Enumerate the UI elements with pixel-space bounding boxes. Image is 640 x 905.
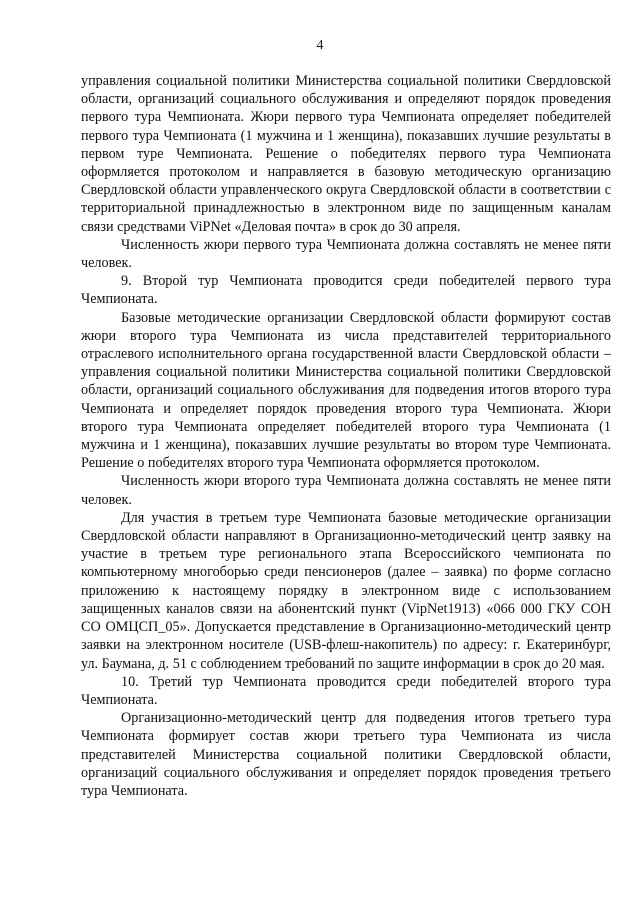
paragraph-6: Для участия в третьем туре Чемпионата базовые методические организации Свердловской области направляют в Организационно-методический центр заявку на участие в третьем туре регионального этапа Всероссийского чемпионата по компьютерному многоборью среди пенсионеров (далее – заявка) по форме согласно приложению к настоящему порядку в электронном виде с использованием защищенных каналов связи на абонентский пункт (VipNet1913) «066 000 ГКУ СОН СО ОМЦСП_05». Допускается представление в Организационно-методический центр заявки на электронном носителе (USB-флеш-накопитель) по адресу: г. Екатеринбург, ул. Баумана, д. 51 с соблюдением требований по защите информации в срок до 20 мая. [81,509,611,672]
paragraph-2: Численность жюри первого тура Чемпионата должна составлять не менее пяти человек. [81,236,611,272]
page-number: 4 [316,38,324,53]
paragraph-3: 9. Второй тур Чемпионата проводится среди победителей первого тура Чемпионата. [81,273,611,308]
paragraph-7: 10. Третий тур Чемпионата проводится среди победителей второго тура Чемпионата. [81,673,611,708]
paragraph-1: управления социальной политики Министерства социальной политики Свердловской области, организаций социального обслуживания и определяют порядок проведения первого тура Чемпионата. Жюри первого тура Чемпионата определяет победителей первого тура Чемпионата (1 мужчина и 1 женщина), показавших лучшие результаты в первом туре Чемпионата. Решение о победителях первого тура Чемпионата оформляется протоколом и направляется в базовую методическую организацию Свердловской области управленческого округа Свердловской области в соответствии с территориальной принадлежностью в электронном виде по защищенным каналам связи средствами ViPNet «Деловая почта» в срок до 30 апреля. [81,73,611,235]
paragraph-4: Базовые методические организации Свердловской области формируют состав жюри второго тура Чемпионата из числа представителей территориального отраслевого исполнительного органа государственной власти Свердловской области – управления социальной политики Министерства социальной политики Свердловской области, организаций социального обслуживания для подведения итогов второго тура Чемпионата и определяет порядок проведения второго тура Чемпионата. Жюри второго тура Чемпионата определяет победителей второго тура Чемпионата (1 мужчина и 1 женщина), показавших лучшие результаты во втором туре Чемпионата. Решение о победителях второго тура Чемпионата оформляется протоколом. [81,309,611,472]
paragraph-5: Численность жюри второго тура Чемпионата должна составлять не менее пяти человек. [81,473,611,508]
document-body [81,72,611,800]
paragraph-8: Организационно-методический центр для подведения итогов третьего тура Чемпионата формирует состав жюри третьего тура Чемпионата из числа представителей Министерства социальной политики Свердловской области, организаций социального обслуживания и определяет порядок проведения третьего тура Чемпионата. [81,710,611,799]
